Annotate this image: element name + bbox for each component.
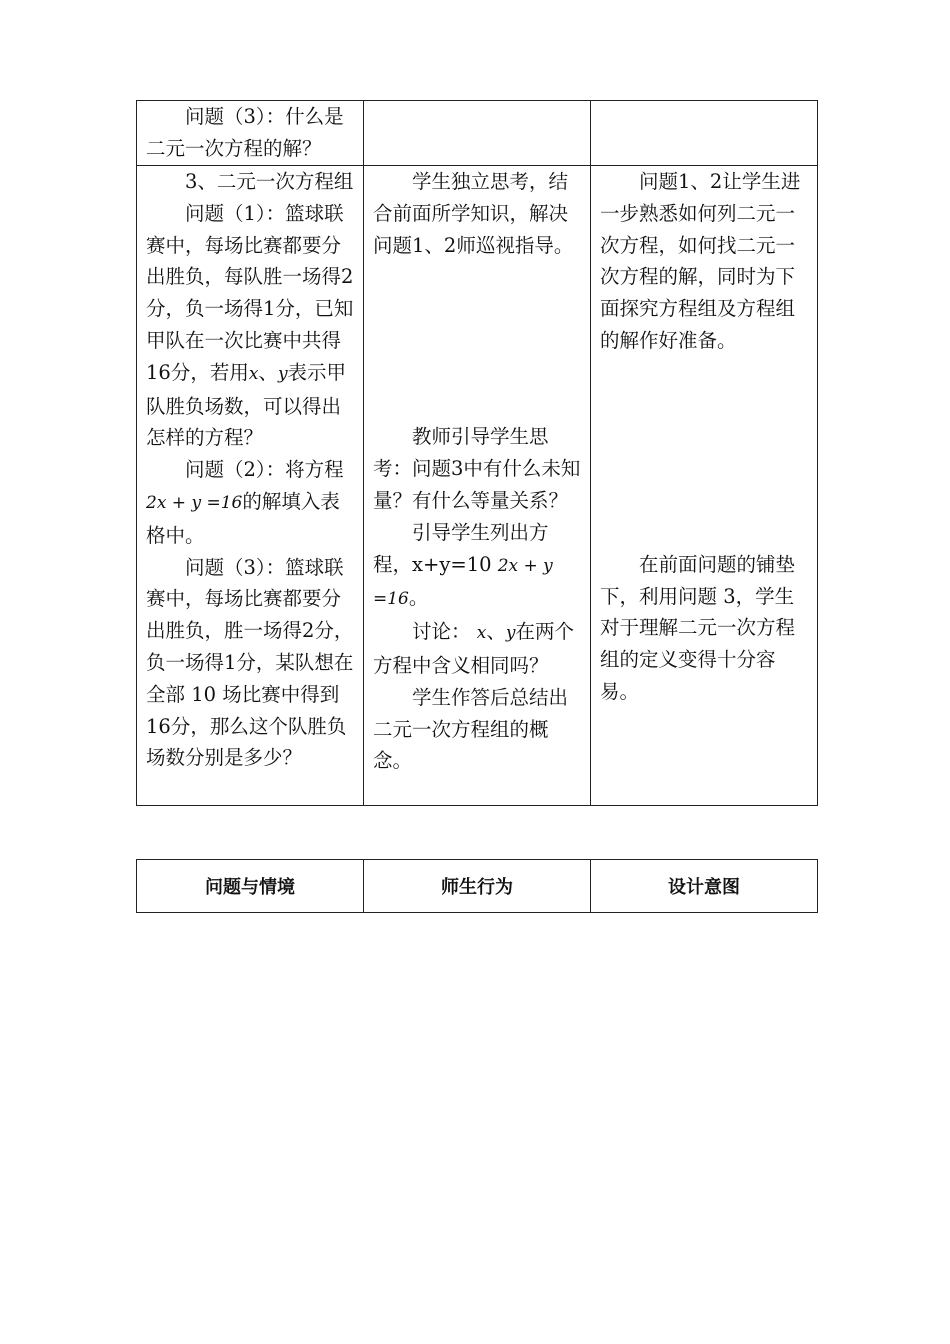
equation: 2x + y =16 (373, 555, 553, 610)
header-design-intent: 设计意图 (591, 860, 818, 913)
table-cell (137, 101, 364, 166)
header-problem-situation: 问题与情境 (137, 860, 364, 913)
lesson-table (136, 100, 818, 806)
activity-3-text-a: 引导学生列出方程，x+y=10 (373, 520, 549, 576)
activity-3 (373, 517, 581, 616)
header-teacher-student-actions: 师生行为 (364, 860, 591, 913)
activity-2: 教师引导学生思考：问题3中有什么未知量？有什么等量关系？ (373, 425, 581, 512)
var-x: x (476, 623, 487, 644)
question-3: 问题（3）：篮球联赛中，每场比赛都要分出胜负，胜一场得2分，负一场得1分，某队想在全部 10 场比赛中得到16分，那么这个队胜负场数分别是多少？ (146, 555, 354, 770)
intent-2: 在前面问题的铺垫下，利用问题 3，学生对于理解二元一次方程组的定义变得十分容易。 (600, 552, 796, 703)
activity-1: 学生独立思考，结合前面所学知识，解决问题1、2师巡视指导。 (373, 170, 574, 257)
equation: 2x + y =16 (146, 492, 243, 513)
activity-4-text-b: 在两个方程中含义相同吗？ (373, 620, 574, 677)
section-title: 3、二元一次方程组 (185, 170, 354, 193)
table-cell (137, 166, 364, 806)
spacer (600, 485, 808, 549)
spacer (373, 389, 581, 421)
table-row (137, 166, 818, 806)
separator: 、 (258, 360, 278, 384)
separator: 、 (486, 620, 506, 644)
question-2-text-a: 问题（2）：将方程 (185, 458, 344, 482)
table-header-row (137, 860, 818, 913)
var-x: x (248, 363, 259, 384)
activity-5: 学生作答后总结出二元一次方程组的概念。 (373, 685, 569, 773)
table-row (137, 101, 818, 166)
question-2-text-b: 的解填入表格中。 (146, 489, 340, 547)
cell-text: 问题（3）：什么是二元一次方程的解？ (146, 105, 344, 160)
question-1-text-a: 问题（1）：篮球联赛中，每场比赛都要分出胜负，每队胜一场得2分，负一场得1分，已知甲队在一次比赛中共得16分，若用 (146, 201, 354, 384)
table-cell (364, 101, 591, 166)
intent-1: 问题1、2让学生进一步熟悉如何列二元一次方程，如何找二元一次方程的解，同时为下面探究方程组及方程组的解作好准备。 (600, 170, 801, 352)
table-cell (364, 166, 591, 806)
question-1 (146, 198, 354, 454)
table-cell (591, 101, 818, 166)
table-cell (591, 166, 818, 806)
activity-3-text-b: 。 (408, 586, 429, 610)
activity-4 (373, 616, 581, 682)
question-1-text-b: 表示甲队胜负场数，可以得出怎样的方程？ (146, 360, 347, 450)
spacer (600, 421, 808, 485)
activity-4-text-a: 讨论： (412, 620, 471, 644)
spacer (600, 357, 808, 421)
spacer (373, 325, 581, 389)
var-y: y (505, 623, 516, 644)
var-y: y (277, 363, 288, 384)
spacer (373, 261, 581, 325)
header-table (136, 859, 818, 913)
question-2 (146, 454, 354, 551)
